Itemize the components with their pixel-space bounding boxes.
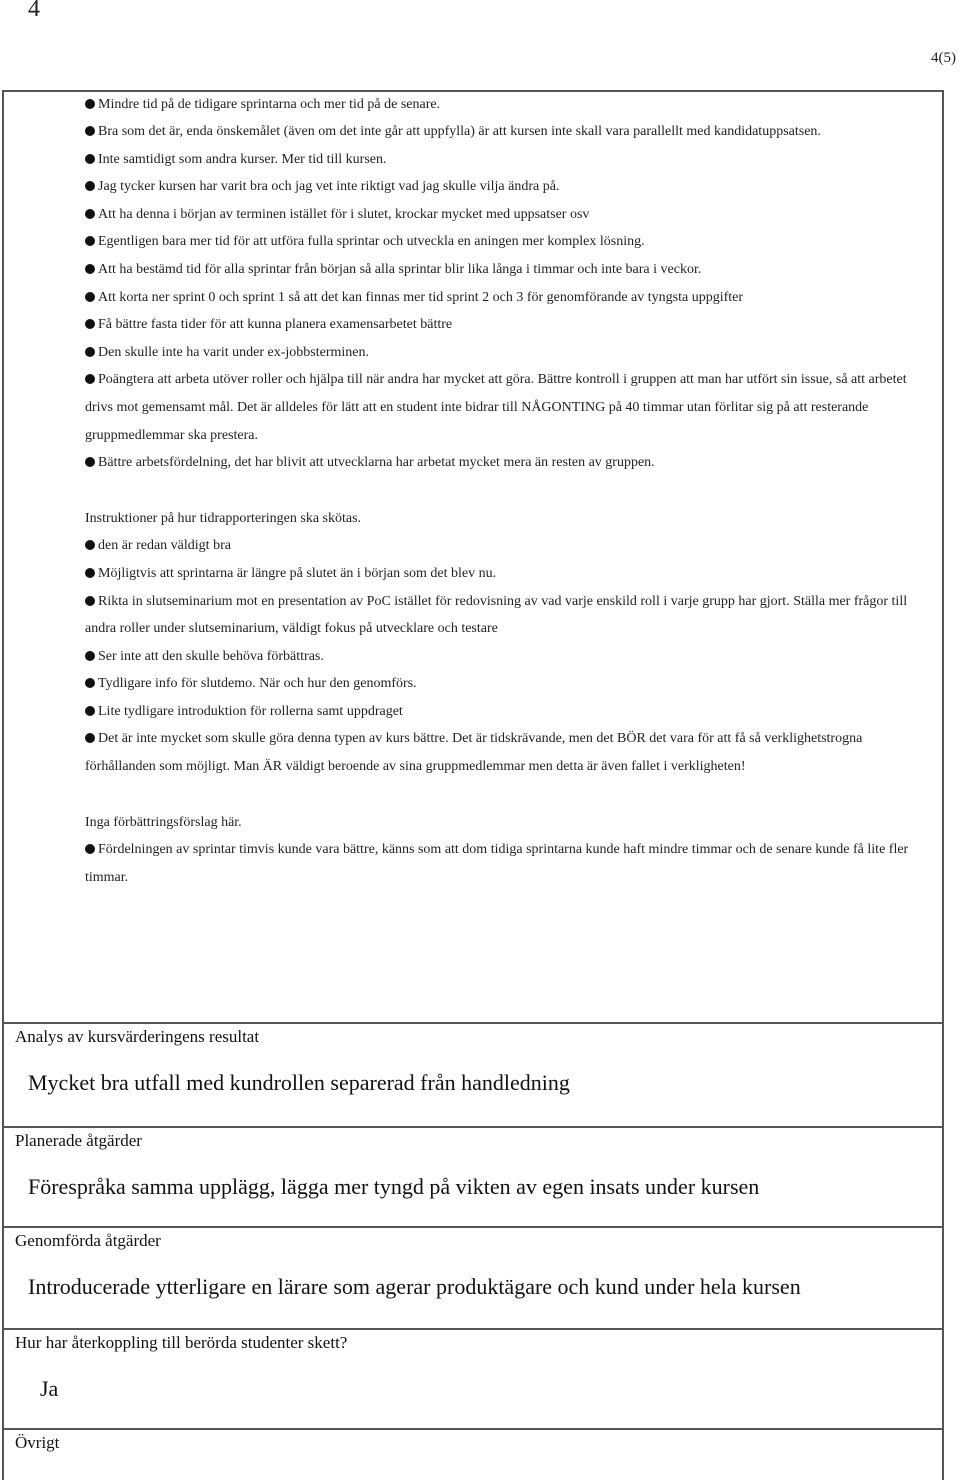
section-label: Planerade åtgärder xyxy=(15,1131,142,1150)
comment: Egentligen bara mer tid för att utföra fulla sprintar och utveckla en aningen mer komplex lösning. xyxy=(85,228,935,256)
comment-group-2 xyxy=(85,505,935,781)
comment-group-1 xyxy=(85,94,935,477)
page-number: 4 xyxy=(28,0,40,22)
comment: Mindre tid på de tidigare sprintarna och mer tid på de senare. xyxy=(85,94,935,116)
comment: Få bättre fasta tider för att kunna planera examensarbetet bättre xyxy=(85,311,935,339)
comment: Fördelningen av sprintar timvis kunde vara bättre, känns som att dom tidiga sprintarna kunde haft mindre timmar och de senare kunde få lite fler timmar. xyxy=(85,836,935,891)
page-count: 4(5) xyxy=(931,50,956,66)
comment: Instruktioner på hur tidrapporteringen ska skötas. xyxy=(85,510,362,526)
section-label: Analys av kursvärderingens resultat xyxy=(15,1027,260,1046)
comment: Tydligare info för slutdemo. När och hur den genomförs. xyxy=(85,670,935,698)
comment: Bra som det är, enda önskemålet (även om det inte går att uppfylla) är att kursen inte skall vara parallellt med kandidatuppsatsen. xyxy=(85,118,935,146)
comment: den är redan väldigt bra xyxy=(85,532,935,560)
comment: Poängtera att arbeta utöver roller och hjälpa till när andra har mycket att göra. Bättre kontroll i gruppen att man har utfört sin issue, så att arbetet drivs mot gemensamt mål. Det är alldeles för lätt att en student inte bidrar till NÅGONTING på 40 timmar utan förlitar sig på att resterande gruppmedlemmar ska prestera. xyxy=(85,366,935,449)
section-planned-actions xyxy=(2,1126,944,1226)
section-analysis xyxy=(2,1022,944,1126)
section-value: Mycket bra utfall med kundrollen separerad från handledning xyxy=(28,1070,570,1095)
comment: Inte samtidigt som andra kurser. Mer tid till kursen. xyxy=(85,146,935,174)
comments-content xyxy=(85,94,935,891)
section-value: Förespråka samma upplägg, lägga mer tyngd på vikten av egen insats under kursen xyxy=(28,1174,760,1199)
comment: Bättre arbetsfördelning, det har blivit att utvecklarna har arbetat mycket mera än resten av gruppen. xyxy=(85,449,935,477)
comment: Lite tydligare introduktion för rollerna samt uppdraget xyxy=(85,698,935,726)
comment: Att ha denna i början av terminen istället för i slutet, krockar mycket med uppsatser osv xyxy=(85,201,935,229)
comment: Att ha bestämd tid för alla sprintar från början så alla sprintar blir lika långa i timmar och inte bara i veckor. xyxy=(85,256,935,284)
section-other xyxy=(2,1428,944,1480)
section-label: Hur har återkoppling till berörda studenter skett? xyxy=(15,1333,348,1352)
section-completed-actions xyxy=(2,1226,944,1328)
comment: Möjligtvis att sprintarna är längre på slutet än i början som det blev nu. xyxy=(85,560,935,588)
section-feedback xyxy=(2,1328,944,1428)
section-value: Ja xyxy=(40,1376,59,1401)
comment: Rikta in slutseminarium mot en presentation av PoC istället för redovisning av vad varje enskild roll i varje grupp har gjort. Ställa mer frågor till andra roller under slutseminarium, väldigt fokus på utvecklare och testare xyxy=(85,588,935,643)
comment: Ser inte att den skulle behöva förbättras. xyxy=(85,643,935,671)
comment: Jag tycker kursen har varit bra och jag vet inte riktigt vad jag skulle vilja ändra på. xyxy=(85,173,935,201)
comment: Att korta ner sprint 0 och sprint 1 så att det kan finnas mer tid sprint 2 och 3 för genomförande av tyngsta uppgifter xyxy=(85,284,935,312)
comment: Den skulle inte ha varit under ex-jobbsterminen. xyxy=(85,339,935,367)
section-value: Introducerade ytterligare en lärare som agerar produktägare och kund under hela kursen xyxy=(28,1274,801,1299)
comment: Det är inte mycket som skulle göra denna typen av kurs bättre. Det är tidskrävande, men det BÖR det vara för att få så verklighetstrogna förhållanden som möjligt. Man ÄR väldigt beroende av sina gruppmedlemmar men detta är även fallet i verkligheten! xyxy=(85,725,935,780)
comment-group-3 xyxy=(85,809,935,892)
section-label: Övrigt xyxy=(15,1433,60,1452)
comment: Inga förbättringsförslag här. xyxy=(85,814,242,830)
section-label: Genomförda åtgärder xyxy=(15,1231,161,1250)
